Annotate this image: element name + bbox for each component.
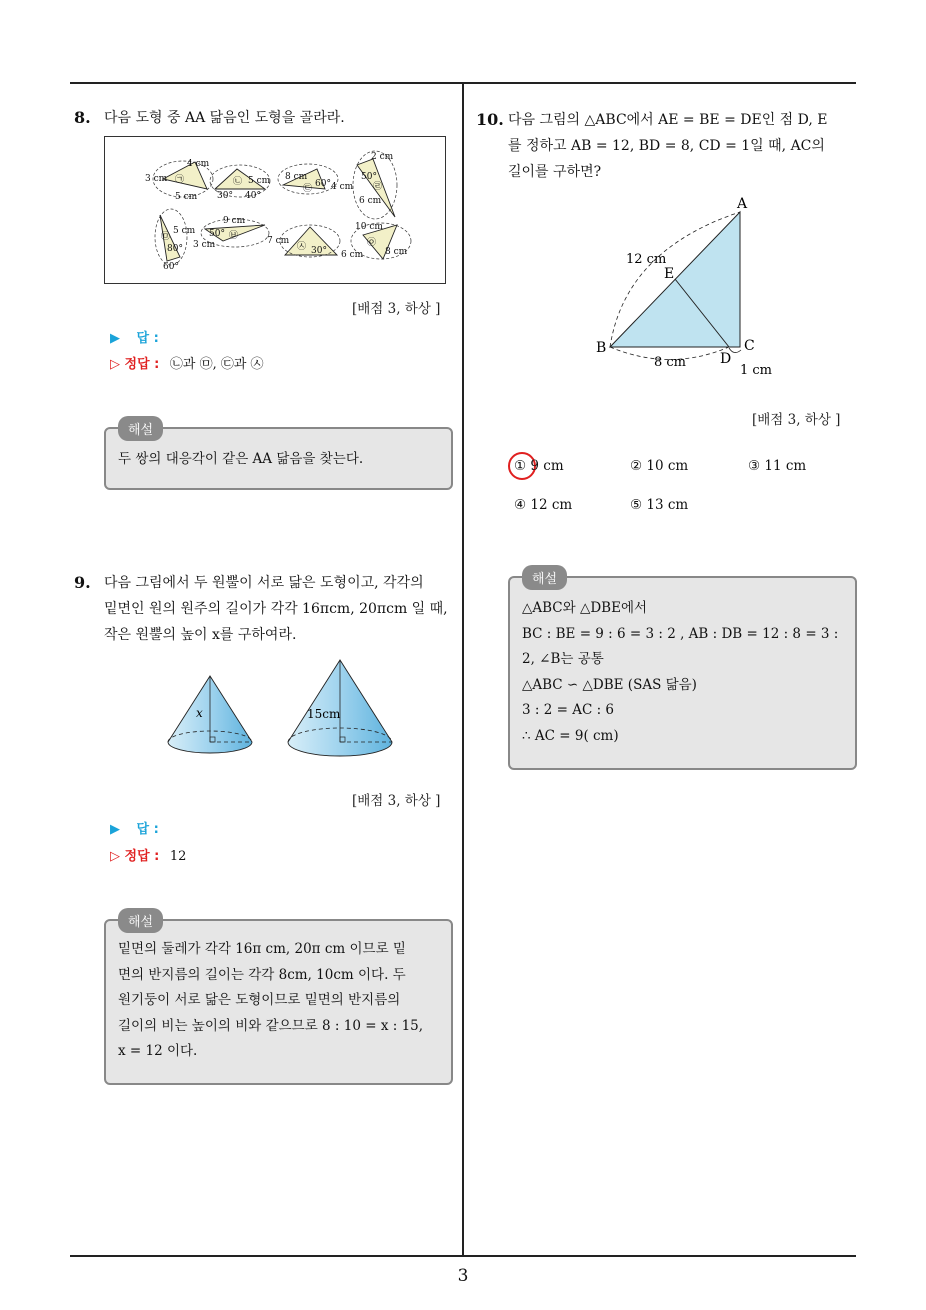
t6-id: ㉥ — [229, 231, 239, 241]
question-number: 8. — [74, 108, 91, 127]
correct-label: 정답 : — [124, 357, 160, 372]
t6-b: 50° — [209, 229, 225, 239]
label-E: E — [664, 266, 675, 282]
solution-text: △ABC와 △DBE에서 BC : BE = 9 : 6 = 3 : 2 , AB : DB = 12 : 8 = 3 : 2, ∠B는 공통 △ABC ∽ △DBE (SAS 닮음) 3 : 2 = AC : 6 ∴ AC = 9( cm) — [522, 600, 839, 744]
t1-a: 3 cm — [145, 174, 168, 184]
label-A: A — [737, 196, 748, 212]
ab-length: 12 cm — [626, 252, 667, 267]
label-B: B — [596, 340, 607, 356]
t6-a: 9 cm — [223, 216, 246, 226]
solution-text: 밑면의 둘레가 각각 16π cm, 20π cm 이므로 밑 면의 반지름의 길이는 각각 8cm, 10cm 이다. 두 원기둥이 서로 닮은 도형이므로 밑면의 반지름의 길이의 비는 높이의 비와 같으므로 8 : 10 = x : 15, x = 12 이다. — [118, 941, 424, 1059]
choice-4[interactable]: ④ 12 cm — [514, 497, 573, 513]
answer-row — [110, 327, 159, 346]
answer-label: 답 : — [136, 331, 159, 346]
points-label: [배점 3, 하상 ] — [352, 793, 441, 809]
choice-1[interactable]: ① 9 cm — [514, 458, 564, 474]
t7-b: 30° — [311, 246, 327, 256]
question-text: 다음 도형 중 AA 닮음인 도형을 골라라. — [104, 110, 345, 126]
solution-tag: 해설 — [118, 908, 163, 933]
play-icon: ▶ — [110, 822, 120, 837]
bottom-rule — [70, 1255, 856, 1257]
t2-id: ㉡ — [233, 177, 243, 187]
correct-answer-row — [110, 845, 186, 864]
question-number: 9. — [74, 573, 91, 592]
solution-text: 두 쌍의 대응각이 같은 AA 닮음을 찾는다. — [118, 451, 364, 467]
t7-id: ㉦ — [297, 242, 307, 252]
t8-b: 6 cm — [341, 250, 364, 260]
choice-5[interactable]: ⑤ 13 cm — [630, 497, 689, 513]
t5-c: 60° — [163, 262, 179, 272]
t3-b: 60° — [315, 179, 331, 189]
triangles-figure — [104, 136, 446, 284]
t6-c: 3 cm — [193, 240, 216, 250]
answer-row — [110, 818, 159, 837]
points-label: [배점 3, 하상 ] — [752, 412, 841, 428]
t4-id: ㉣ — [373, 182, 383, 192]
t3-a: 8 cm — [285, 172, 308, 182]
correct-label: 정답 : — [124, 849, 160, 864]
correct-answer-row — [110, 353, 264, 372]
choice-3[interactable]: ③ 11 cm — [748, 458, 807, 474]
large-cone-height: 15cm — [307, 707, 341, 721]
question-number: 10. — [476, 110, 504, 129]
t2-b: 30° — [217, 191, 233, 201]
correct-value: ㉡과 ㉤, ㉢과 ㉦ — [169, 357, 264, 372]
t5-id: ㉤ — [161, 232, 171, 242]
triangle-outline-icon: ▷ — [110, 357, 120, 372]
play-icon: ▶ — [110, 331, 120, 346]
points-label: [배점 3, 하상 ] — [352, 301, 441, 317]
small-cone-height: x — [196, 706, 203, 720]
correct-value: 12 — [169, 849, 187, 864]
triangle-abc-figure — [590, 190, 790, 385]
t3-c: 4 cm — [331, 182, 354, 192]
triangle-outline-icon: ▷ — [110, 849, 120, 864]
t2-c: 40° — [245, 191, 261, 201]
t5-a: 5 cm — [173, 226, 196, 236]
solution-box — [104, 919, 453, 1085]
t8-a: 10 cm — [355, 222, 383, 232]
t4-b: 50° — [361, 172, 377, 182]
solution-box — [508, 576, 857, 770]
question-text: 다음 그림의 △ABC에서 AE = BE = DE인 점 D, E 를 정하고 AB = 12, BD = 8, CD = 1일 때, AC의 길이를 구하면? — [508, 112, 828, 180]
page-number: 3 — [457, 1266, 469, 1286]
cd-length: 1 cm — [740, 363, 773, 378]
question-text: 다음 그림에서 두 원뿔이 서로 닮은 도형이고, 각각의 밑면인 원의 원주의 길이가 각각 16πcm, 20πcm 일 때, 작은 원뿔의 높이 x를 구하여라. — [104, 575, 448, 643]
t5-b: 80° — [167, 244, 183, 254]
solution-tag: 해설 — [522, 565, 567, 590]
cones-figure — [160, 650, 400, 770]
choice-2[interactable]: ② 10 cm — [630, 458, 689, 474]
label-C: C — [744, 338, 755, 354]
t3-id: ㉢ — [303, 184, 313, 194]
answer-label: 답 : — [136, 822, 159, 837]
t7-a: 7 cm — [267, 236, 290, 246]
label-D: D — [720, 351, 732, 367]
t1-b: 4 cm — [187, 159, 210, 169]
t8-c: 8 cm — [385, 247, 408, 257]
solution-tag: 해설 — [118, 416, 163, 441]
bd-length: 8 cm — [654, 355, 687, 370]
t8-id: ㉧ — [367, 238, 377, 248]
t1-c: 5 cm — [175, 192, 198, 202]
column-divider — [462, 82, 464, 1257]
t4-a: 2 cm — [371, 152, 394, 162]
t2-a: 5 cm — [248, 176, 271, 186]
t4-c: 6 cm — [359, 196, 382, 206]
t1-id: ㉠ — [175, 175, 185, 185]
